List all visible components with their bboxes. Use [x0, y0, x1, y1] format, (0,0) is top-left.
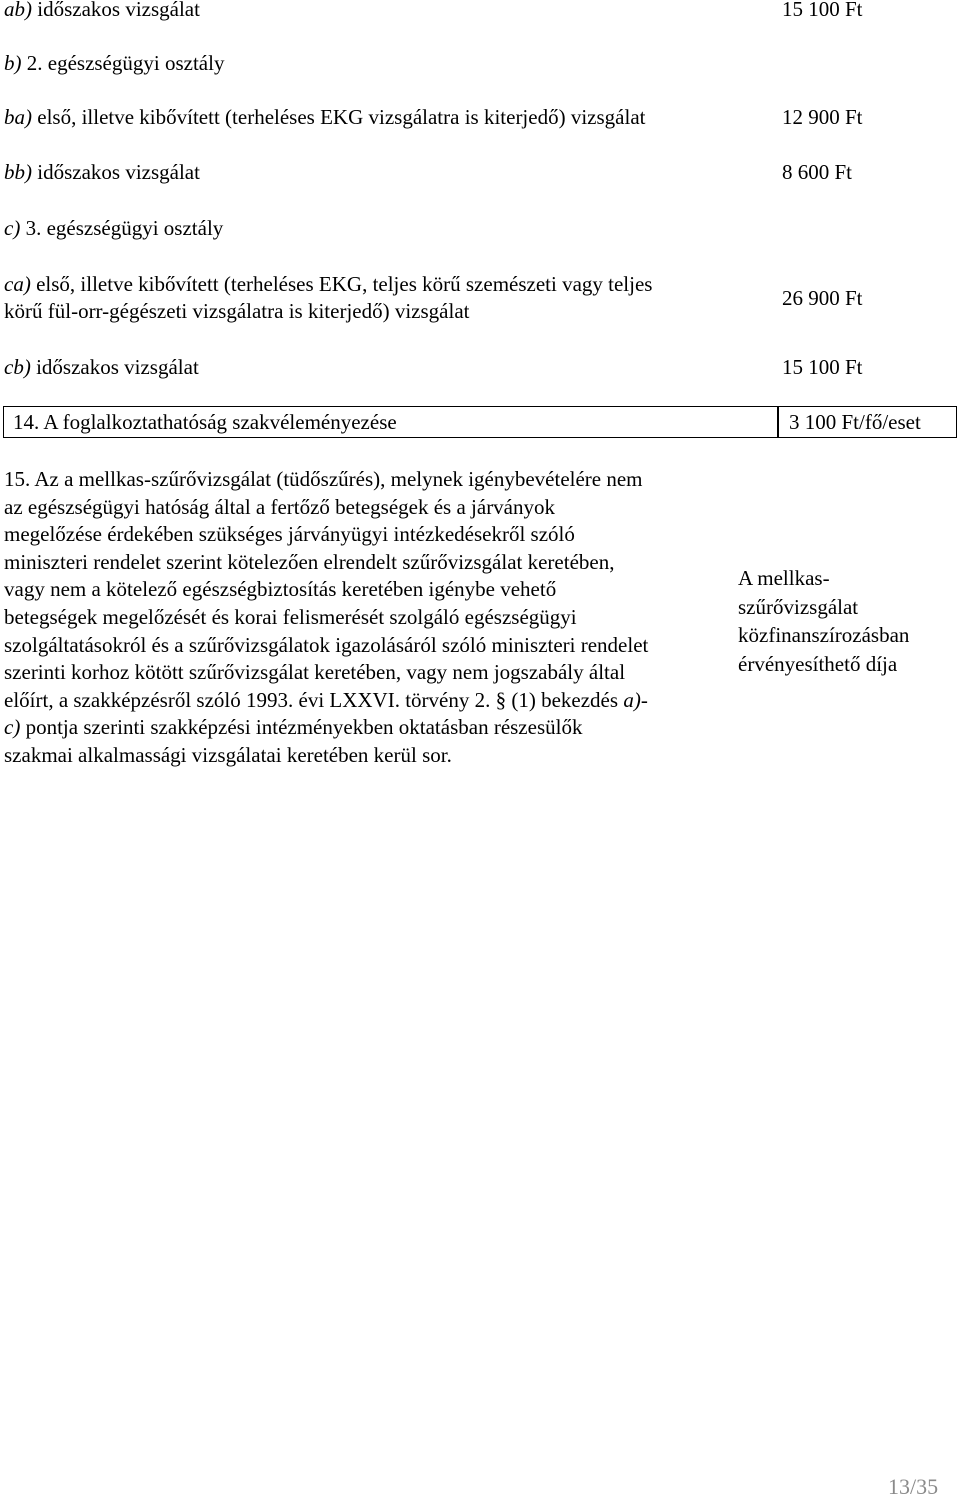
row-label: időszakos vizsgálat — [30, 355, 199, 379]
fee-row-b — [0, 50, 960, 80]
paragraph-line: c) pontja szerinti szakképzési intézményekben oktatásban részesülők — [4, 715, 583, 740]
row-label: első, illetve kibővített (terheléses EKG, teljes körű szemészeti vagy teljes — [30, 272, 653, 296]
paragraph-line-text: előírt, a szakképzésről szóló 1993. évi LXXVI. törvény 2. § (1) bekezdés a)- — [4, 687, 648, 712]
row-key: cb) — [4, 355, 31, 379]
row-amount: 8 600 Ft — [782, 160, 853, 184]
item-14-label: 14. A foglalkoztathatóság szakvéleményezése — [13, 410, 397, 434]
fee-note-line: szűrővizsgálat — [738, 594, 859, 619]
item-15-fee-note — [738, 564, 909, 678]
row-amount: 15 100 Ft — [782, 355, 863, 379]
row-key: c) — [4, 216, 21, 240]
paragraph-line: miniszteri rendelet szerint kötelezően elrendelt szűrővizsgálat keretében, — [4, 549, 615, 574]
row-label: első, illetve kibővített (terheléses EKG vizsgálatra is kiterjedő) vizsgálat — [32, 105, 646, 129]
row-label: 3. egészségügyi osztály — [20, 216, 224, 240]
row-label: időszakos vizsgálat — [32, 0, 200, 21]
fee-row-cb — [0, 354, 960, 384]
fee-note-line: érvényesíthető díja — [738, 651, 898, 676]
row-key: b) — [4, 51, 22, 75]
fee-row-c — [0, 215, 960, 245]
row-key: ab) — [4, 0, 32, 21]
row-amount: 12 900 Ft — [782, 105, 863, 129]
paragraph-line: 15. Az a mellkas-szűrővizsgálat (tüdőszűrés), melynek igénybevételére nem — [4, 467, 643, 491]
item-15-paragraph — [4, 466, 740, 770]
page-number: 13/35 — [888, 1474, 939, 1499]
paragraph-line: szakmai alkalmassági vizsgálatai keretében kerül sor. — [4, 742, 452, 767]
paragraph-line: az egészségügyi hatóság által a fertőző betegségek és a járványok — [4, 494, 556, 519]
item-14-amount-cell — [777, 406, 957, 438]
row-amount: 26 900 Ft — [782, 286, 863, 310]
fee-note-line: közfinanszírozásban — [738, 623, 910, 647]
fee-row-ba — [0, 104, 960, 134]
item-14-label-cell — [3, 406, 779, 438]
paragraph-line: szolgáltatásokról és a szűrővizsgálatok igazolásáról szóló miniszteri rendelet — [4, 632, 649, 657]
row-key: bb) — [4, 160, 32, 184]
paragraph-line: vagy nem a kötelező egészségbiztosítás keretében igénybe vehető — [4, 577, 557, 602]
paragraph-line: betegségek megelőzését és korai felismerését szolgáló egészségügyi — [4, 604, 577, 629]
fee-row-ab — [0, 0, 960, 26]
fee-note-line: A mellkas- — [738, 566, 830, 590]
fee-row-ca — [0, 271, 960, 327]
paragraph-line: szerinti korhoz kötött szűrővizsgálat keretében, vagy nem jogszabály által — [4, 660, 626, 685]
row-label: 2. egészségügyi osztály — [21, 51, 225, 75]
row-amount: 15 100 Ft — [782, 0, 863, 21]
fee-row-bb — [0, 159, 960, 189]
paragraph-line: megelőzése érdekében szükséges járványügyi intézkedésekről szóló — [4, 522, 575, 547]
row-label-continuation: körű fül-orr-gégészeti vizsgálatra is kiterjedő) vizsgálat — [4, 299, 470, 323]
row-label: időszakos vizsgálat — [32, 160, 200, 184]
row-key: ba) — [4, 105, 32, 129]
paragraph-line — [4, 687, 740, 715]
item-14-amount: 3 100 Ft/fő/eset — [789, 410, 921, 434]
row-key: ca) — [4, 272, 31, 296]
